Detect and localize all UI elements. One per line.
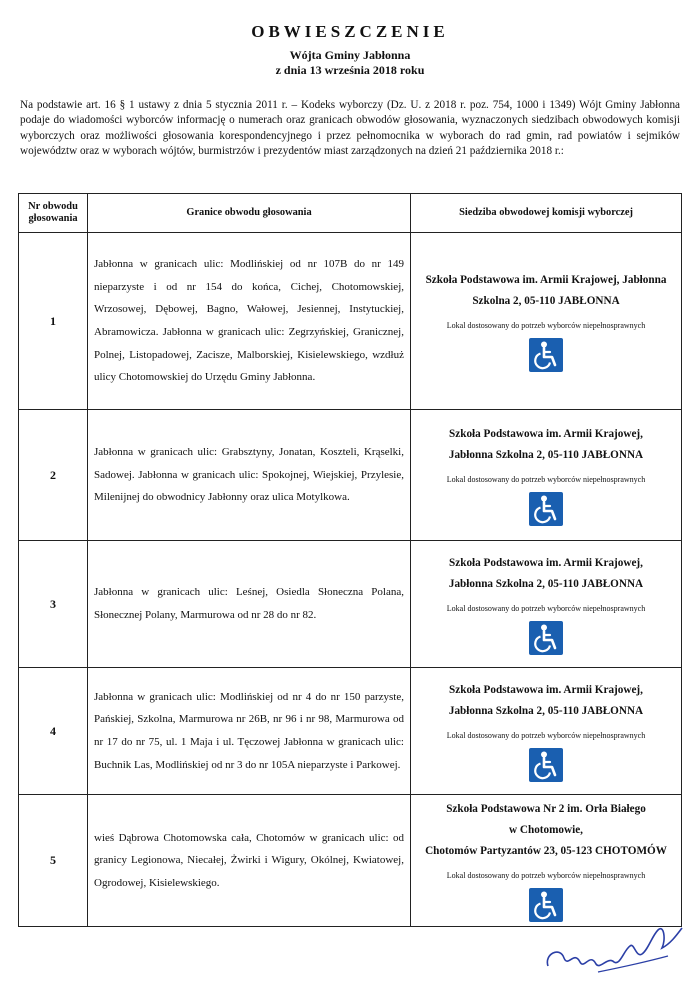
table-header-row — [19, 194, 682, 233]
table-row — [19, 410, 682, 541]
district-boundaries: Jabłonna w granicach ulic: Modlińskiej od nr 107B do nr 149 nieparzyste i od nr 154 do końca, Cichej, Chotomowskiej, Wrzosowej, Dębowej, Bagno, Wałowej, Jesiennej, Instytuckiej, Abramowicza. Jabłonna w granicach ulic: Zegrzyńskiej, Granicznej, Polnej, Listopadowej, Zacisze, Malborskiej, Kisielewskiego, wzdłuż ulicy Chotomowskiej do Urzędu Gminy Jabłonna. — [88, 233, 411, 410]
page-title: OBWIESZCZENIE — [251, 22, 449, 41]
accessible-note: Lokal dostosowany do potrzeb wyborców niepełnosprawnych — [446, 604, 646, 613]
seat-line-2: Jabłonna Szkolna 2, 05-110 JABŁONNA — [448, 449, 644, 461]
intro-paragraph: Na podstawie art. 16 § 1 ustawy z dnia 5 stycznia 2011 r. – Kodeks wyborczy (Dz. U. z 2018 r. poz. 754, 1000 i 1349) Wójt Gminy Jabłonna podaje do wiadomości wyborców informację o numerach oraz granicach obwodów głosowania, wyznaczonych siedzibach obwodowych komisji wyborczych oraz możliwości głosowania korespondencyjnego i przez pełnomocnika w wyborach do rad gmin, rad powiatów i sejmików województw oraz w wyborach wójtów, burmistrzów i prezydentów miast zarządzonych na dzień 21 października 2018 r.: — [20, 99, 680, 157]
seat-line-2: Jabłonna Szkolna 2, 05-110 JABŁONNA — [448, 705, 644, 717]
district-seat — [411, 410, 682, 541]
header-granice: Granice obwodu głosowania — [88, 194, 411, 233]
seat-line-1: Szkoła Podstawowa im. Armii Krajowej, — [449, 557, 643, 569]
district-number: 5 — [19, 795, 88, 927]
accessible-note: Lokal dostosowany do potrzeb wyborców niepełnosprawnych — [446, 475, 646, 484]
district-number: 2 — [19, 410, 88, 541]
signature-stroke — [547, 928, 682, 966]
seat-line-1: Szkoła Podstawowa im. Armii Krajowej, — [449, 684, 643, 696]
seat-line-2: Jabłonna Szkolna 2, 05-110 JABŁONNA — [448, 578, 644, 590]
table-row — [19, 233, 682, 410]
seat-line-2: w Chotomowie, — [509, 824, 583, 836]
signature-underline — [598, 956, 668, 972]
wheelchair-icon — [529, 338, 563, 372]
subtitle-line-2: z dnia 13 września 2018 roku — [275, 63, 425, 77]
district-number: 4 — [19, 668, 88, 795]
wheelchair-icon — [529, 621, 563, 655]
wheelchair-icon — [529, 748, 563, 782]
table-row — [19, 541, 682, 668]
handwritten-signature — [538, 906, 688, 986]
accessible-note: Lokal dostosowany do potrzeb wyborców niepełnosprawnych — [446, 731, 646, 740]
header-siedziba: Siedziba obwodowej komisji wyborczej — [411, 194, 682, 233]
subtitle — [0, 48, 700, 78]
accessible-note: Lokal dostosowany do potrzeb wyborców niepełnosprawnych — [446, 871, 646, 880]
accessible-note: Lokal dostosowany do potrzeb wyborców niepełnosprawnych — [446, 321, 646, 330]
seat-line-1: Szkoła Podstawowa im. Armii Krajowej, Jabłonna — [425, 274, 667, 286]
seat-line-2: Szkolna 2, 05-110 JABŁONNA — [472, 295, 620, 307]
district-number: 3 — [19, 541, 88, 668]
table-row — [19, 668, 682, 795]
wheelchair-icon — [529, 492, 563, 526]
seat-line-1: Szkoła Podstawowa im. Armii Krajowej, — [449, 428, 643, 440]
district-seat — [411, 233, 682, 410]
district-boundaries: Jabłonna w granicach ulic: Grabsztyny, Jonatan, Koszteli, Krąselki, Sadowej. Jabłonna w granicach ulic: Spokojnej, Wiejskiej, Przylesie, Milenijnej do obwodnicy Jabłonny oraz ulica Motylkowa. — [88, 410, 411, 541]
header-nr: Nr obwodu głosowania — [19, 194, 88, 233]
district-boundaries: wieś Dąbrowa Chotomowska cała, Chotomów w granicach ulic: od granicy Legionowa, Niecałej, Żwirki i Wigury, Okólnej, Kwiatowej, Ogrodowej, Kisielewskiego. — [88, 795, 411, 927]
district-boundaries: Jabłonna w granicach ulic: Leśnej, Osiedla Słoneczna Polana, Słonecznej Polany, Marmurowa od nr 28 do nr 82. — [88, 541, 411, 668]
subtitle-line-1: Wójta Gminy Jabłonna — [289, 48, 411, 62]
district-seat — [411, 668, 682, 795]
districts-table — [18, 193, 682, 927]
district-number: 1 — [19, 233, 88, 410]
district-boundaries: Jabłonna w granicach ulic: Modlińskiej od nr 4 do nr 150 parzyste, Pańskiej, Szkolna, Marmurowa nr 26B, nr 96 i nr 98, Marmurowa od nr 17 do nr 75, ul. 1 Maja i ul. Tęczowej Jabłonna w granicach ulic: Buchnik Las, Modlińskiej od nr 3 do nr 105A nieparzyste i Parkowej. — [88, 668, 411, 795]
seat-line-1: Szkoła Podstawowa Nr 2 im. Orła Białego — [446, 803, 646, 815]
district-seat — [411, 541, 682, 668]
seat-line-3: Chotomów Partyzantów 23, 05-123 CHOTOMÓW — [425, 845, 667, 857]
